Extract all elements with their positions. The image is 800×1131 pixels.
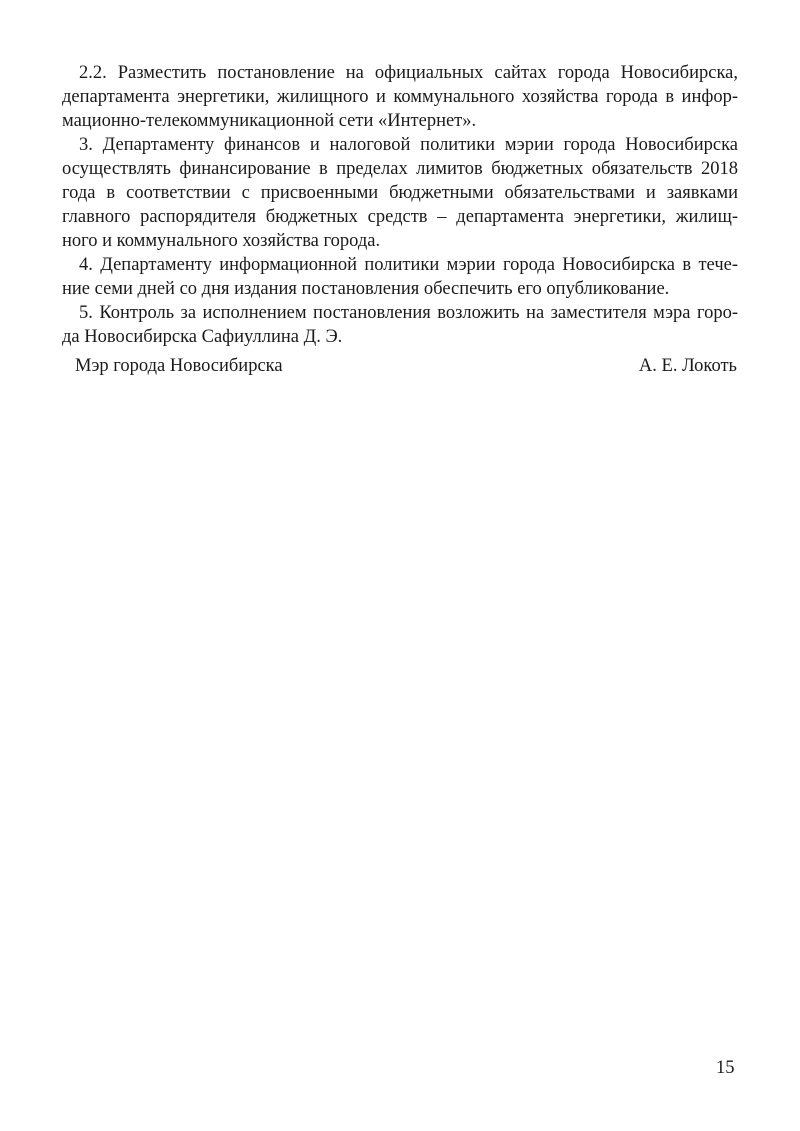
text-line: департамента энергетики, жилищного и коммунального хозяйства города в инфор- — [62, 87, 738, 107]
text-line: да Новосибирска Сафиуллина Д. Э. — [62, 327, 343, 347]
text-line: мационно-телекоммуникационной сети «Интернет». — [62, 111, 477, 131]
text-line: 3. Департаменту финансов и налоговой политики мэрии города Новосибирска — [79, 135, 738, 155]
signatory-name: А. Е. Локоть — [638, 356, 737, 376]
page-number: 15 — [716, 1058, 735, 1078]
paragraph — [62, 301, 738, 349]
paragraph — [62, 253, 738, 301]
text-line: главного распорядителя бюджетных средств – департамента энергетики, жилищ- — [62, 207, 738, 227]
paragraph — [62, 61, 738, 133]
text-line: года в соответствии с присвоенными бюджетными обязательствами и заявками — [62, 183, 738, 203]
paragraph — [62, 133, 738, 253]
text-line: осуществлять финансирование в пределах лимитов бюджетных обязательств 2018 — [62, 159, 738, 179]
signature-block — [75, 356, 737, 377]
signatory-position: Мэр города Новосибирска — [75, 356, 283, 376]
text-line: 5. Контроль за исполнением постановления возложить на заместителя мэра горо- — [79, 303, 738, 323]
text-line: ние семи дней со дня издания постановления обеспечить его опубликование. — [62, 279, 670, 299]
text-line: ного и коммунального хозяйства города. — [62, 231, 381, 251]
text-line: 4. Департаменту информационной политики мэрии города Новосибирска в тече- — [79, 255, 738, 275]
document-body — [62, 61, 738, 349]
text-line: 2.2. Разместить постановление на официальных сайтах города Новосибирска, — [79, 63, 738, 83]
